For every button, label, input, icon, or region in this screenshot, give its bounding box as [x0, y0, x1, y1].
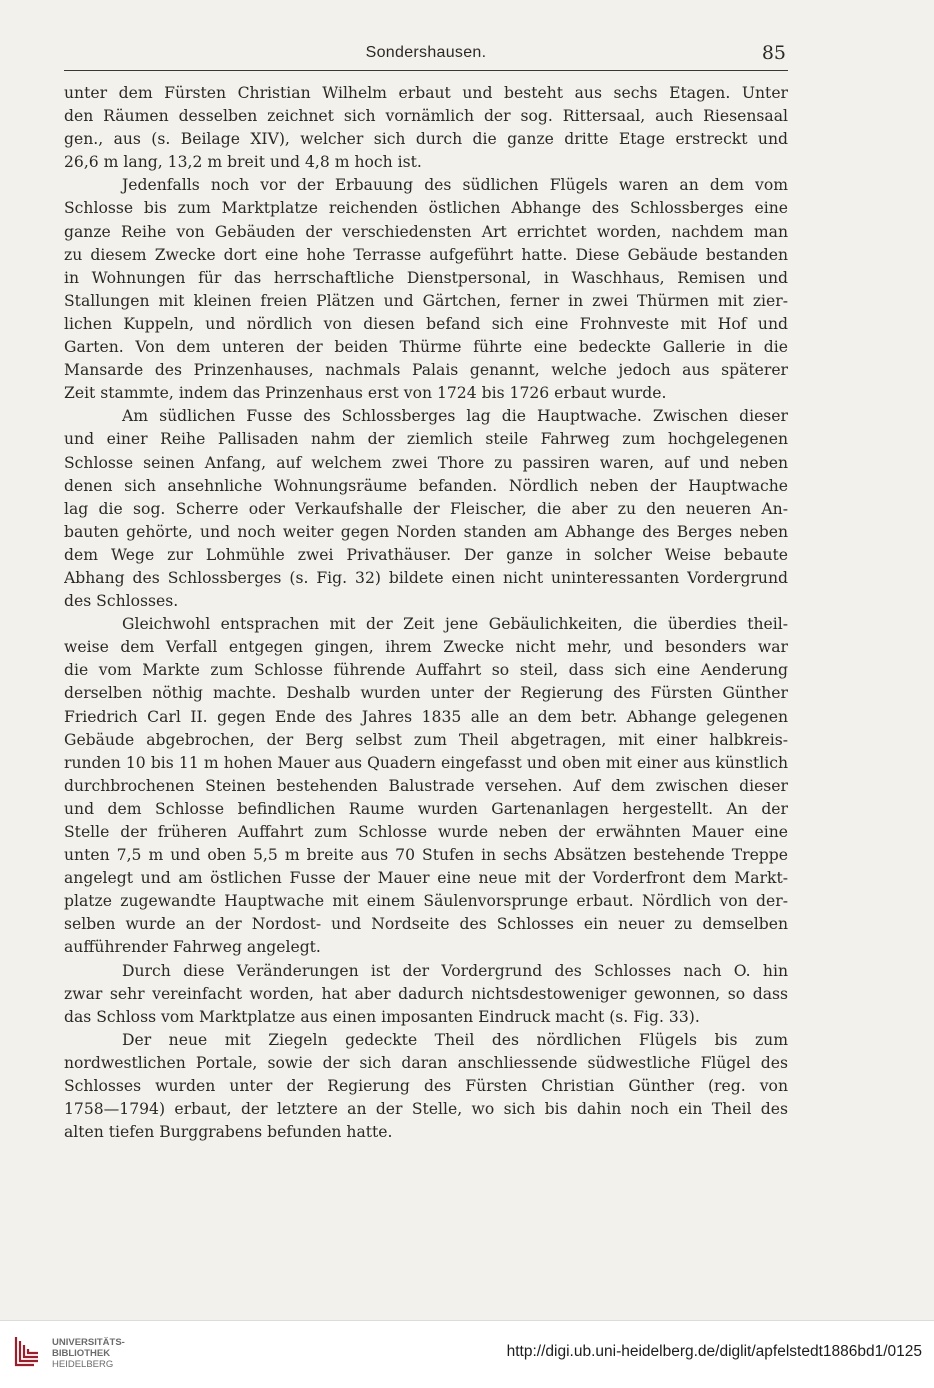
text-line: Gleichwohl entsprachen mit der Zeit jene Gebäulichkeiten, die überdies theil-: [122, 615, 788, 634]
footer-bar: [0, 1320, 934, 1388]
text-line: des Schlosses.: [64, 592, 179, 611]
text-line: nordwestlichen Portale, sowie der sich daran anschliessende südwestliche Flügel des: [64, 1053, 788, 1072]
page-header: [64, 42, 788, 68]
text-line: Jedenfalls noch vor der Erbauung des südlichen Flügels waren an dem vom: [122, 176, 788, 195]
text-line: das Schloss vom Marktplatze aus einen imposanten Eindruck macht (s. Fig. 33).: [64, 1007, 700, 1026]
text-line: gen., aus (s. Beilage XIV), welcher sich durch die ganze dritte Etage erstreckt und: [64, 130, 788, 149]
permalink-url[interactable]: http://digi.ub.uni-heidelberg.de/diglit/apfelstedt1886bd1/0125: [506, 1343, 922, 1360]
text-line: Durch diese Veränderungen ist der Vordergrund des Schlosses nach O. hin: [122, 961, 788, 980]
text-line: angelegt und am östlichen Fusse der Mauer eine neue mit der Vorderfront dem Markt-: [64, 869, 788, 888]
library-name-line-1: UNIVERSITÄTS-: [52, 1337, 125, 1348]
paragraph: [64, 82, 788, 174]
text-line: Schlosses wurden unter der Regierung des Fürsten Christian Günther (reg. von: [64, 1077, 788, 1096]
text-line: und einer Reihe Pallisaden nahm der ziemlich steile Fahrweg zum hochgelegenen: [64, 430, 788, 449]
paragraph: [64, 613, 788, 959]
text-line: lag die sog. Scherre oder Verkaufshalle der Fleischer, die aber zu den neueren An-: [64, 499, 788, 518]
library-name: [52, 1337, 125, 1370]
library-logo-icon: [12, 1335, 42, 1373]
text-line: selben wurde an der Nordost- und Nordseite des Schlosses ein neuer zu demselben: [64, 915, 788, 934]
text-line: runden 10 bis 11 m hohen Mauer aus Quadern eingefasst und oben mit einer aus künstlich: [64, 753, 788, 772]
text-line: den Räumen desselben zeichnet sich vornämlich der sog. Rittersaal, auch Riesensaal: [64, 107, 788, 126]
paragraph: [64, 960, 788, 1029]
text-line: zwar sehr vereinfacht worden, hat aber dadurch nichtsdestoweniger gewonnen, so dass: [64, 984, 788, 1003]
running-title: Sondershausen.: [365, 44, 487, 61]
text-line: Abhang des Schlossberges (s. Fig. 32) bildete einen nicht uninteressanten Vordergrund: [64, 568, 788, 587]
paragraph: [64, 1029, 788, 1144]
text-line: Gebäude abgebrochen, der Berg selbst zum Theil abgetragen, mit einer halbkreis-: [64, 730, 788, 749]
text-line: dem Wege zur Lohmühle zwei Privathäuser. Der ganze in solcher Weise bebaute: [64, 545, 788, 564]
text-line: ganze Reihe von Gebäuden der verschiedensten Art errichtet worden, nachdem man: [64, 222, 788, 241]
text-line: die vom Markte zum Schlosse führende Auffahrt so steil, dass sich eine Aenderung: [64, 661, 788, 680]
paragraph: [64, 174, 788, 405]
text-line: durchbrochenen Steinen bestehenden Balustrade versehen. Auf dem zwischen dieser: [64, 776, 788, 795]
text-line: Schlosse seinen Anfang, auf welchem zwei Thore zu passiren waren, auf und neben: [64, 453, 788, 472]
text-line: 1758—1794) erbaut, der letztere an der Stelle, wo sich bis dahin noch ein Theil des: [64, 1100, 788, 1119]
text-line: lichen Kuppeln, und nördlich von diesen befand sich eine Frohnveste mit Hof und: [64, 314, 788, 333]
header-rule: [64, 70, 788, 71]
text-line: Zeit stammte, indem das Prinzenhaus erst von 1724 bis 1726 erbaut wurde.: [64, 384, 667, 403]
library-name-line-2: BIBLIOTHEK: [52, 1348, 111, 1359]
text-line: weise dem Verfall entgegen gingen, ihrem Zwecke nicht mehr, und besonders war: [64, 638, 788, 657]
text-line: platze zugewandte Hauptwache mit einem Säulenvorsprunge erbaut. Nördlich von der-: [64, 892, 788, 911]
text-line: alten tiefen Burggrabens befunden hatte.: [64, 1123, 393, 1142]
page-number: 85: [761, 42, 786, 64]
text-line: derselben nöthig machte. Deshalb wurden unter der Regierung des Fürsten Günther: [64, 684, 788, 703]
text-line: Schlosse bis zum Marktplatze reichenden östlichen Abhange des Schlossberges eine: [64, 199, 788, 218]
text-line: Der neue mit Ziegeln gedeckte Theil des nördlichen Flügels bis zum: [122, 1030, 788, 1049]
text-line: denen sich ansehnliche Wohnungsräume befanden. Nördlich neben der Hauptwache: [64, 476, 788, 495]
text-line: bauten gehörte, und noch weiter gegen Norden standen am Abhange des Berges neben: [64, 522, 788, 541]
text-line: Stallungen mit kleinen freien Plätzen und Gärtchen, ferner in zwei Thürmen mit zier-: [64, 291, 788, 310]
text-line: Mansarde des Prinzenhauses, nachmals Palais genannt, welche jedoch aus späterer: [64, 361, 788, 380]
library-name-line-3: HEIDELBERG: [52, 1359, 114, 1370]
paragraph: [64, 405, 788, 613]
text-line: 26,6 m lang, 13,2 m breit und 4,8 m hoch ist.: [64, 153, 422, 172]
text-line: Stelle der früheren Auffahrt zum Schlosse wurde neben der erwähnten Mauer eine: [64, 823, 788, 841]
text-line: unten 7,5 m und oben 5,5 m breite aus 70 Stufen in sechs Absätzen bestehende Treppe: [64, 846, 788, 865]
text-line: und dem Schlosse befindlichen Raume wurden Gartenanlagen hergestellt. An der: [64, 799, 788, 818]
text-line: Am südlichen Fusse des Schlossberges lag die Hauptwache. Zwischen dieser: [122, 407, 788, 426]
text-line: in Wohnungen für das herrschaftliche Dienstpersonal, in Waschhaus, Remisen und: [64, 268, 788, 287]
text-line: aufführender Fahrweg angelegt.: [64, 938, 321, 957]
text-line: Friedrich Carl II. gegen Ende des Jahres 1835 alle an dem betr. Abhange gelegenen: [64, 707, 788, 726]
text-line: Garten. Von dem unteren der beiden Thürme führte eine bedeckte Gallerie in die: [64, 338, 788, 357]
text-line: zu diesem Zwecke dort eine hohe Terrasse aufgeführt hatte. Diese Gebäude bestanden: [64, 245, 788, 264]
text-line: unter dem Fürsten Christian Wilhelm erbaut und besteht aus sechs Etagen. Unter: [64, 84, 788, 102]
body-text: [64, 82, 788, 1144]
